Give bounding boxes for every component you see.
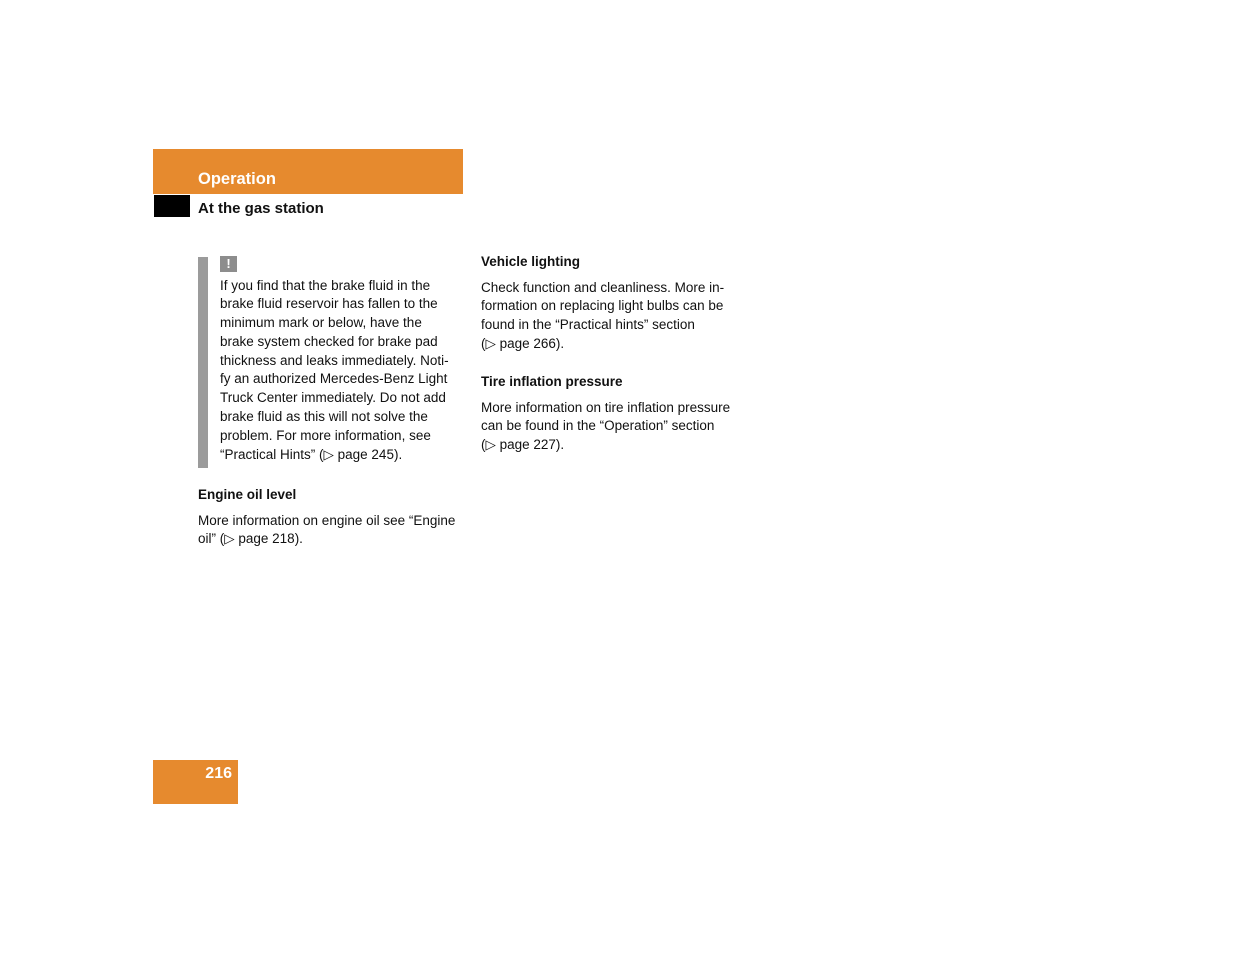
- note-line: brake system checked for brake pad: [220, 333, 438, 349]
- page-number-box: [153, 760, 238, 804]
- engine-oil-line: More information on engine oil see “Engine: [198, 512, 456, 528]
- note-line: problem. For more information, see: [220, 427, 431, 443]
- note-bar: [198, 257, 208, 468]
- vehicle-lighting-line: Check function and cleanliness. More in-: [481, 279, 725, 295]
- page-number: 216: [205, 765, 232, 782]
- vehicle-lighting-line: found in the “Practical hints” section: [481, 317, 695, 333]
- vehicle-lighting-text: [481, 279, 724, 354]
- tire-pressure-line: More information on tire inflation pressure: [481, 399, 731, 415]
- vehicle-lighting-line: (▷ page 266).: [481, 335, 565, 351]
- note-line: thickness and leaks immediately. Noti-: [220, 352, 449, 368]
- note-text: [220, 277, 449, 465]
- note-line: Truck Center immediately. Do not add: [220, 390, 446, 406]
- engine-oil-line: oil” (▷ page 218).: [198, 531, 303, 547]
- note-line: fy an authorized Mercedes-Benz Light: [220, 371, 448, 387]
- engine-oil-text: [198, 512, 455, 550]
- note-line: If you find that the brake fluid in the: [220, 277, 431, 293]
- tire-pressure-line: can be found in the “Operation” section: [481, 418, 715, 434]
- note-line: brake fluid reservoir has fallen to the: [220, 296, 438, 312]
- section-marker: [154, 195, 190, 217]
- tire-pressure-text: [481, 399, 730, 455]
- note-line: brake fluid as this will not solve the: [220, 409, 428, 425]
- tire-pressure-line: (▷ page 227).: [481, 437, 565, 453]
- engine-oil-heading: Engine oil level: [198, 487, 297, 502]
- warning-icon: !: [220, 256, 237, 272]
- note-line: minimum mark or below, have the: [220, 315, 422, 331]
- subsection-title: At the gas station: [198, 200, 324, 217]
- vehicle-lighting-heading: Vehicle lighting: [481, 254, 581, 269]
- tire-pressure-heading: Tire inflation pressure: [481, 374, 623, 389]
- note-line: “Practical Hints” (▷ page 245).: [220, 446, 403, 462]
- vehicle-lighting-line: formation on replacing light bulbs can be: [481, 298, 724, 314]
- section-title: Operation: [198, 170, 276, 188]
